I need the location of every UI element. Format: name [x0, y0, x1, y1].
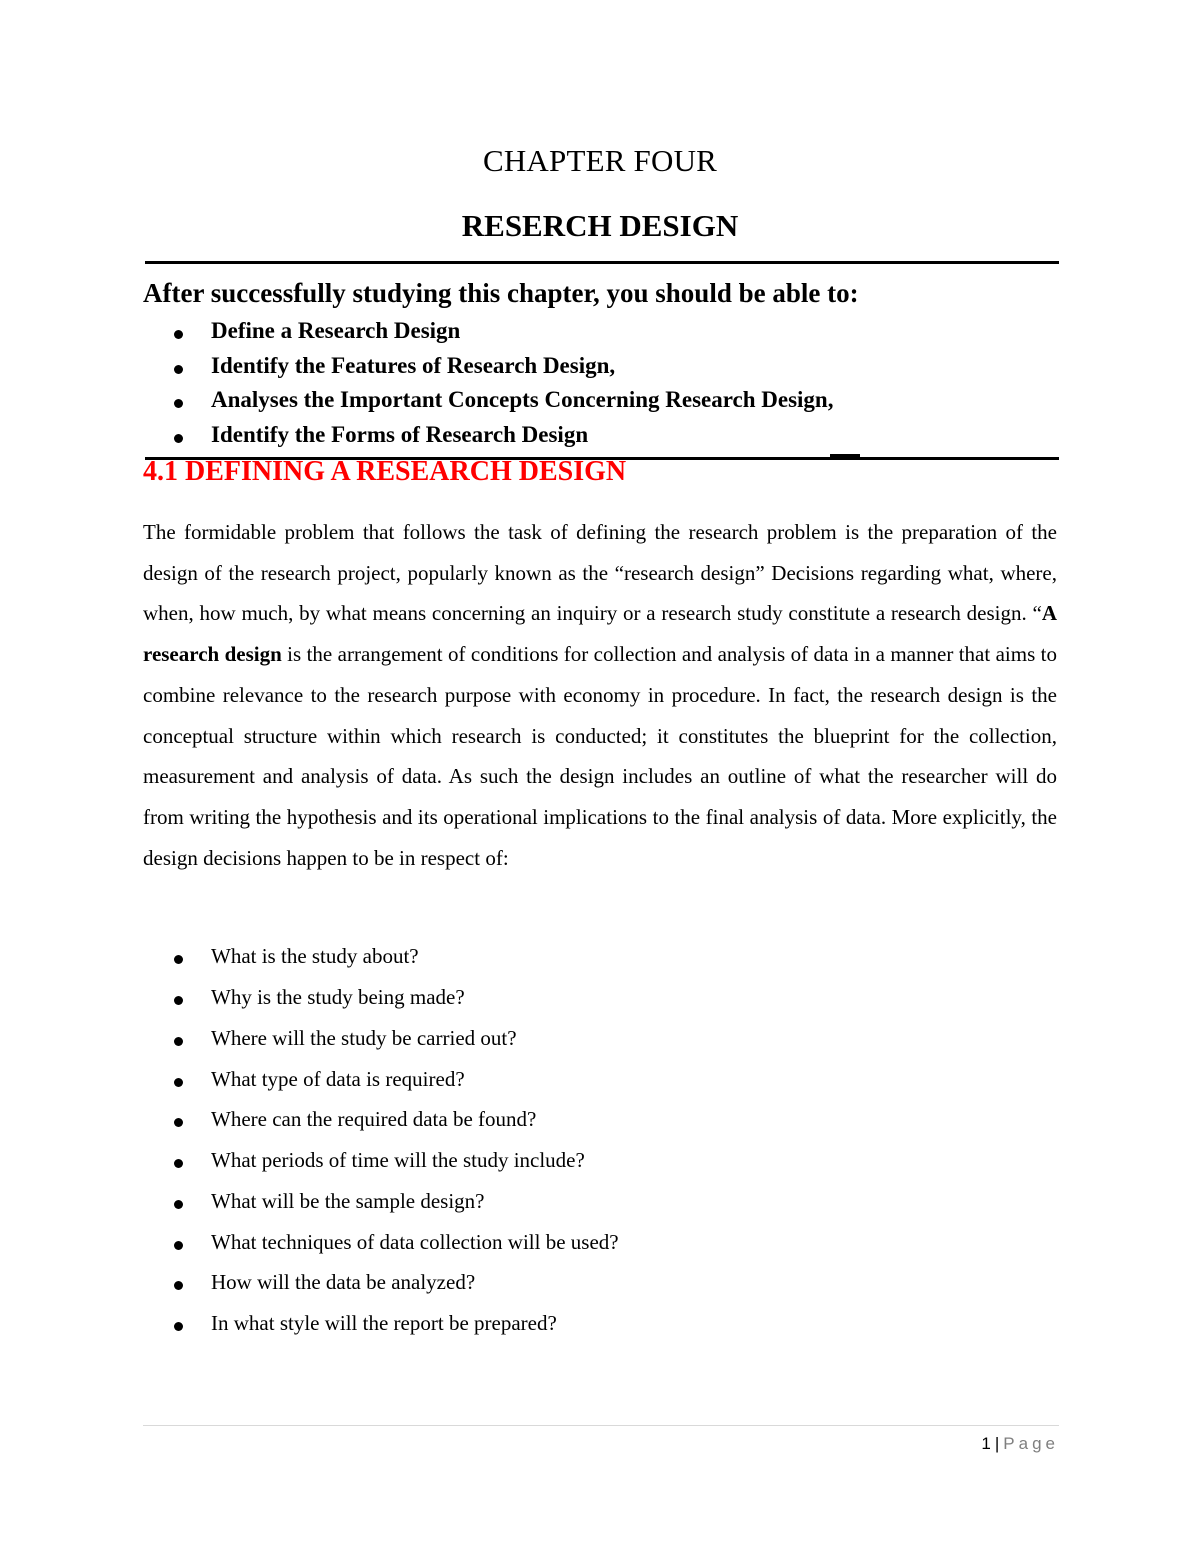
- body-paragraph: [143, 512, 1057, 878]
- page-word: Page: [1003, 1434, 1059, 1453]
- question-text: What techniques of data collection will be used?: [211, 1230, 619, 1254]
- objective-text: Define a Research Design: [211, 318, 461, 343]
- bullet-icon: [174, 1037, 183, 1046]
- footer-separator: |: [994, 1434, 1000, 1453]
- bullet-icon: [174, 1322, 183, 1331]
- section-heading: 4.1 DEFINING A RESEARCH DESIGN: [143, 456, 627, 487]
- bullet-icon: [174, 399, 183, 408]
- paragraph-text: The formidable problem that follows the task of defining the research problem is the preparation of the design of the research project, popularly known as the “research design” Decisions regarding what, where, when, how much, by what means concerning an inquiry or a research study constitute a research design. “: [143, 520, 1057, 626]
- objective-text: Identify the Forms of Research Design: [211, 422, 589, 447]
- objective-text: Analyses the Important Concepts Concerning Research Design,: [211, 387, 834, 412]
- question-text: Where will the study be carried out?: [211, 1026, 517, 1050]
- page-footer: [981, 1434, 1059, 1454]
- bullet-icon: [174, 1241, 183, 1250]
- bullet-icon: [174, 955, 183, 964]
- question-text: Why is the study being made?: [211, 985, 465, 1009]
- question-text: Where can the required data be found?: [211, 1107, 537, 1131]
- chapter-title: RESERCH DESIGN: [461, 208, 739, 243]
- top-divider: [145, 261, 1059, 264]
- bullet-icon: [174, 365, 183, 374]
- bullet-icon: [174, 1200, 183, 1209]
- paragraph-text: is the arrangement of conditions for collection and analysis of data in a manner that aims to combine relevance to the research purpose with economy in procedure. In fact, the research design is the conceptual structure within which research is conducted; it constitutes the blueprint for the collection, measurement and analysis of data. As such the design includes an outline of what the researcher will do from writing the hypothesis and its operational implications to the final analysis of data. More explicitly, the design decisions happen to be in respect of:: [143, 642, 1057, 870]
- objective-text: Identify the Features of Research Design,: [211, 353, 616, 378]
- bullet-icon: [174, 1078, 183, 1087]
- question-text: What is the study about?: [211, 944, 419, 968]
- chapter-label: CHAPTER FOUR: [482, 143, 718, 178]
- objectives-heading: After successfully studying this chapter, you should be able to:: [143, 278, 859, 308]
- question-text: What type of data is required?: [211, 1067, 465, 1091]
- footer-divider: [143, 1425, 1059, 1426]
- bullet-icon: [174, 996, 183, 1005]
- bullet-icon: [174, 1281, 183, 1290]
- bullet-icon: [174, 434, 183, 443]
- question-text: What periods of time will the study include?: [211, 1148, 585, 1172]
- bullet-icon: [174, 1159, 183, 1168]
- question-text: What will be the sample design?: [211, 1189, 485, 1213]
- question-text: How will the data be analyzed?: [211, 1270, 476, 1294]
- bullet-icon: [174, 1118, 183, 1127]
- question-text: In what style will the report be prepared?: [211, 1311, 557, 1335]
- page-number: 1: [981, 1434, 991, 1453]
- bullet-icon: [174, 330, 183, 339]
- bold-term: A research design: [143, 601, 1057, 667]
